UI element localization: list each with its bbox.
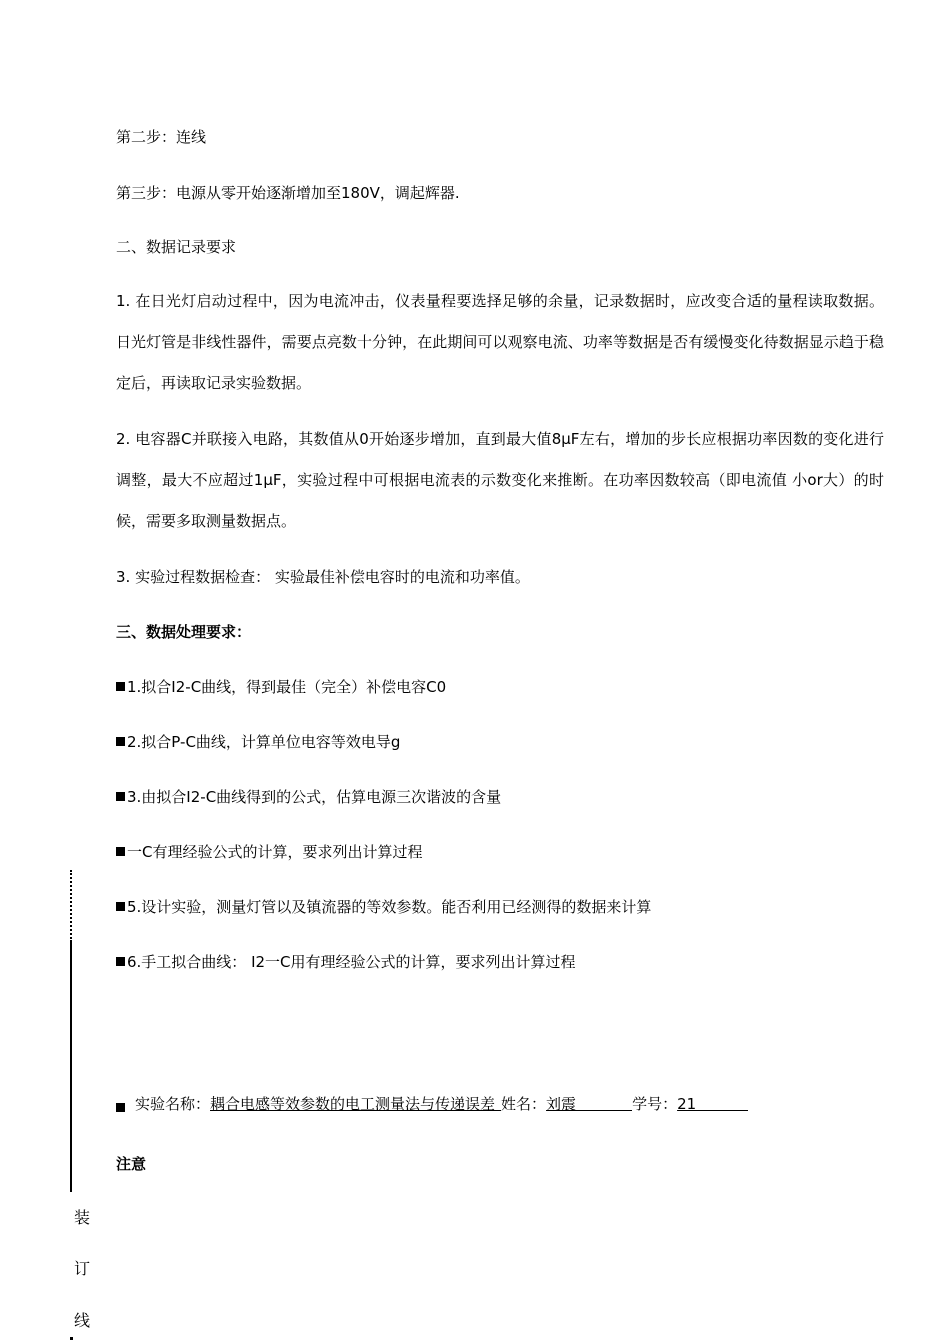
section-3-title: 三、数据处理要求：	[116, 623, 252, 641]
binding-char-zhuang: 装	[74, 1208, 91, 1227]
experiment-info-line	[116, 1094, 748, 1114]
requirement-1: 1.拟合I2-C曲线，得到最佳（完全）补偿电容C0	[116, 677, 446, 697]
section-2-title: 二、数据记录要求	[116, 238, 237, 256]
bullet-square-icon	[116, 737, 125, 746]
notice-heading: 注意	[116, 1155, 147, 1173]
experiment-name-label: 实验名称：	[135, 1095, 211, 1113]
bullet-square-icon	[116, 957, 125, 966]
binding-char-ding: 订	[74, 1259, 91, 1278]
requirement-4: 一C有理经验公式的计算，要求列出计算过程	[116, 842, 422, 862]
requirement-5: 5.设计实验，测量灯管以及镇流器的等效参数。能否利用已经测得的数据来计算	[116, 897, 651, 917]
record-item-3: 3. 实验过程数据检查： 实验最佳补偿电容时的电流和功率值。	[116, 568, 530, 586]
student-id-value: 21	[677, 1095, 697, 1113]
student-id-label: 学号：	[632, 1095, 678, 1113]
binding-dotted-rule	[70, 870, 72, 942]
binding-solid-rule	[70, 942, 72, 1192]
requirement-2: 2.拟合P-C曲线，计算单位电容等效电导g	[116, 732, 400, 752]
requirement-6: 6.手工拟合曲线： I2一C用有理经验公式的计算，要求列出计算过程	[116, 952, 576, 972]
underline-blank	[696, 1095, 748, 1111]
bullet-square-icon	[116, 682, 125, 691]
step-2: 第二步：连线	[116, 128, 207, 146]
name-label: 姓名：	[501, 1095, 547, 1113]
bullet-square-icon	[116, 792, 125, 801]
record-item-2: 2. 电容器C并联接入电路，其数值从0开始逐步增加，直到最大值8μF左右，增加的步长应根据功率因数的变化进行调整，最大不应超过1μF，实验过程中可根据电流表的示数变化来推断。在功率因数较高（即电流值 小or大）的时候，需要多取测量数据点。	[116, 430, 884, 530]
bullet-square-icon	[116, 1103, 125, 1112]
step-3: 第三步：电源从零开始逐渐增加至180V，调起辉器.	[116, 184, 460, 202]
bullet-square-icon	[116, 847, 125, 856]
name-value: 刘震	[546, 1095, 577, 1113]
record-item-1: 1. 在日光灯启动过程中，因为电流冲击，仪表量程要选择足够的余量，记录数据时，应改变合适的量程读取数据。日光灯管是非线性器件，需要点亮数十分钟，在此期间可以观察电流、功率等数据是否有缓慢变化待数据显示趋于稳定后，再读取记录实验数据。	[116, 292, 884, 392]
bullet-square-icon	[116, 902, 125, 911]
requirement-3: 3.由拟合I2-C曲线得到的公式，估算电源三次谐波的含量	[116, 787, 501, 807]
binding-dot	[70, 1337, 73, 1340]
binding-char-xian: 线	[74, 1311, 91, 1330]
experiment-name-value: 耦合电感等效参数的电工测量法与传递误差	[210, 1095, 496, 1113]
underline-blank	[576, 1095, 632, 1111]
